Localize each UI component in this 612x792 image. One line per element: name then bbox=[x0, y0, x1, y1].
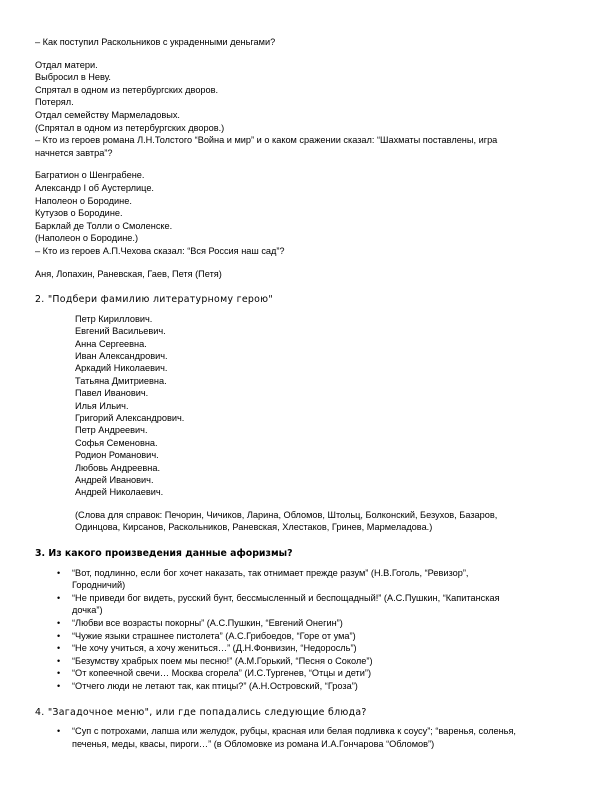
hero-name: Андрей Иванович. bbox=[75, 474, 154, 485]
hero-name: Иван Александрович. bbox=[75, 350, 168, 361]
question-tolstoy: – Кто из героев романа Л.Н.Толстого “Война и мир” и о каком сражении сказал: “Шахматы поставлены, игра bbox=[35, 135, 498, 146]
list-item: • “Чужие языки страшнее пистолета” (А.С.Грибоедов, “Горе от ума”) bbox=[57, 630, 356, 641]
bullet-icon: • bbox=[57, 592, 61, 603]
list-item: • “Не хочу учиться, а хочу жениться…” (Д.Н.Фонвизин, “Недоросль”) bbox=[57, 643, 357, 654]
bullet-icon: • bbox=[57, 680, 61, 691]
hero-name: Аркадий Николаевич. bbox=[75, 363, 168, 374]
hero-name: Родион Романович. bbox=[75, 450, 159, 461]
option-line: Кутузов о Бородине. bbox=[35, 208, 123, 219]
reference-hint bbox=[35, 509, 580, 534]
question-chekhov: – Кто из героев А.П.Чехова сказал: “Вся Россия наш сад”? bbox=[35, 245, 285, 256]
hero-name: Илья Ильич. bbox=[75, 400, 129, 411]
hero-name: Татьяна Дмитриевна. bbox=[75, 375, 167, 386]
option-line: Отдал матери. bbox=[35, 59, 98, 70]
section-3-heading: 3. Из какого произведения данные афоризмы? bbox=[35, 547, 293, 559]
list-item: • “Суп с потрохами, лапша или желудок, рубцы, красная или белая подливка к соусу”; “варенья, соленья, печенья, меды, квасы, пироги…” (в Обломовке из романа И.А.Гончарова “Обломов”) bbox=[57, 726, 516, 749]
document-page bbox=[35, 36, 580, 750]
question-tolstoy-cont: начнется завтра”? bbox=[35, 147, 113, 158]
option-line: Наполеон о Бородине. bbox=[35, 195, 132, 206]
hero-name: Андрей Николаевич. bbox=[75, 487, 164, 498]
answer-line: (Спрятал в одном из петербургских дворов.) bbox=[35, 122, 225, 133]
option-line: Отдал семейству Мармеладовых. bbox=[35, 109, 180, 120]
section-4-heading: 4. "Загадочное меню", или где попадались следующие блюда? bbox=[35, 706, 367, 718]
option-line: Потерял. bbox=[35, 97, 74, 108]
option-line: Барклай де Толли о Смоленске. bbox=[35, 220, 173, 231]
hero-name-list bbox=[35, 313, 580, 499]
hero-name: Любовь Андреевна. bbox=[75, 462, 161, 473]
aphorism-list bbox=[35, 567, 580, 693]
bullet-icon: • bbox=[57, 630, 61, 641]
option-line: Выбросил в Неву. bbox=[35, 72, 111, 83]
section-2-heading: 2. "Подбери фамилию литературному герою" bbox=[35, 294, 273, 306]
list-item: • “Не приведи бог видеть, русский бунт, бессмысленный и беспощадный!” (А.С.Пушкин, “Капитанская дочка”) bbox=[57, 592, 500, 616]
hero-name: Евгений Васильевич. bbox=[75, 326, 166, 337]
answer-chekhov: Аня, Лопахин, Раневская, Гаев, Петя (Петя) bbox=[35, 268, 222, 279]
list-item: • “Отчего люди не летают так, как птицы?” (А.Н.Островский, “Гроза”) bbox=[57, 680, 358, 691]
options-tolstoy bbox=[35, 169, 580, 245]
hero-name: Софья Семеновна. bbox=[75, 437, 158, 448]
option-line: Спрятал в одном из петербургских дворов. bbox=[35, 84, 219, 95]
bullet-icon: • bbox=[57, 726, 61, 737]
list-item: • “От копеечной свечи… Москва сгорела” (И.С.Тургенев, “Отцы и дети”) bbox=[57, 668, 372, 679]
hero-name: Петр Андреевич. bbox=[75, 425, 148, 436]
bullet-icon: • bbox=[57, 655, 61, 666]
hero-name: Павел Иванович. bbox=[75, 388, 149, 399]
hero-name: Григорий Александрович. bbox=[75, 412, 185, 423]
reference-hint-line: Одинцова, Кирсанов, Раскольников, Раневская, Хлестаков, Гринев, Мармеладова.) bbox=[75, 522, 433, 533]
list-item: • “Вот, подлинно, если бог хочет наказать, так отнимает прежде разум” (Н.В.Гоголь, “Ревизор”, Городничий) bbox=[57, 567, 469, 591]
bullet-icon: • bbox=[57, 567, 61, 578]
bullet-icon: • bbox=[57, 668, 61, 679]
reference-hint-line: (Слова для справок: Печорин, Чичиков, Ларина, Обломов, Штольц, Болконский, Безухов, Базаров, bbox=[75, 509, 498, 520]
options-raskolnikov bbox=[35, 59, 580, 135]
question-raskolnikov: – Как поступил Раскольников с украденными деньгами? bbox=[35, 37, 276, 47]
hero-name: Петр Кириллович. bbox=[75, 313, 153, 324]
option-line: Александр I об Аустерлице. bbox=[35, 182, 154, 193]
answer-line: (Наполеон о Бородине.) bbox=[35, 233, 138, 244]
list-item: • “Безумству храбрых поем мы песню!” (А.М.Горький, “Песня о Соколе”) bbox=[57, 655, 373, 666]
hero-name: Анна Сергеевна. bbox=[75, 338, 147, 349]
bullet-icon: • bbox=[57, 617, 61, 628]
list-item: • “Любви все возрасты покорны” (А.С.Пушкин, “Евгений Онегин”) bbox=[57, 617, 343, 628]
bullet-icon: • bbox=[57, 643, 61, 654]
option-line: Багратион о Шенграбене. bbox=[35, 170, 145, 181]
menu-list bbox=[35, 725, 580, 750]
